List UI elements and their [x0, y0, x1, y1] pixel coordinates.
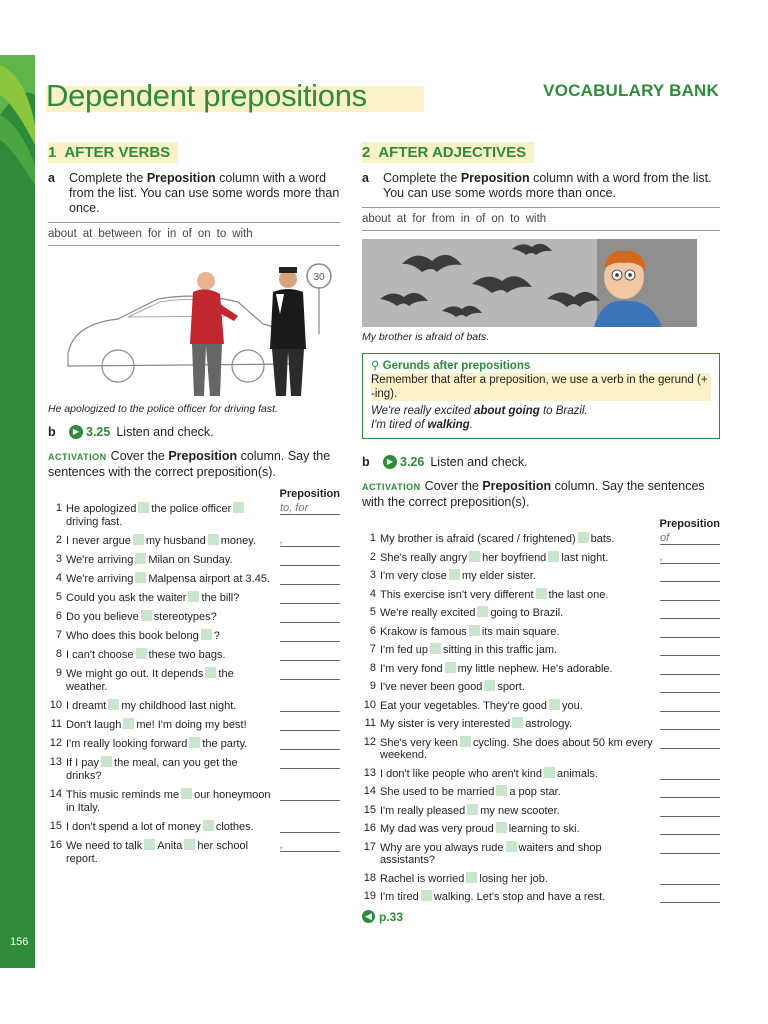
blank-gap[interactable] [189, 737, 200, 748]
activation-label: ACTIVATION [362, 482, 421, 492]
blank-gap[interactable] [133, 534, 144, 545]
exercise-item [48, 553, 340, 567]
exercise-item [48, 591, 340, 605]
answer-line[interactable] [660, 736, 720, 749]
item-number: 10 [49, 699, 62, 711]
item-number: 4 [55, 572, 62, 584]
page-title: Dependent prepositions [46, 78, 367, 113]
item-sentence: Eat your vegetables. They're good you. [380, 699, 583, 712]
instruction-bold: Preposition [460, 171, 530, 185]
blank-gap[interactable] [101, 756, 112, 767]
listen-text: Listen and check. [116, 425, 214, 439]
answer-line[interactable] [280, 756, 340, 769]
listen-check [362, 455, 720, 469]
audio-icon[interactable]: ▶ [69, 425, 83, 439]
answer-line[interactable] [280, 591, 340, 604]
exercise-list [362, 532, 720, 904]
activation-instruction [48, 449, 340, 480]
item-number: 2 [55, 534, 62, 546]
activation-bold: Preposition [168, 449, 238, 463]
listen-check [48, 425, 340, 439]
answer-line[interactable] [280, 610, 340, 623]
left-column [48, 142, 340, 871]
item-sentence: Rachel is worried losing her job. [380, 872, 548, 885]
exercise-item [362, 872, 720, 886]
item-sentence: Krakow is famous its main square. [380, 625, 560, 638]
exercise-item [362, 662, 720, 676]
activation-text: column. Say the sentences with the correct preposition(s). [48, 449, 331, 479]
item-sentence: I don't like people who aren't kind animals. [380, 767, 598, 780]
blank-gap[interactable] [548, 551, 559, 562]
item-sentence: We're arriving Malpensa airport at 3.45. [66, 573, 270, 585]
item-number: 5 [369, 606, 376, 618]
item-sentence: This exercise isn't very different the last one. [380, 588, 609, 601]
blank-gap[interactable] [484, 680, 495, 691]
word-list-item: of [182, 228, 192, 240]
exercise-item [362, 890, 720, 904]
item-number: 13 [49, 756, 62, 768]
exercise-item [48, 756, 340, 783]
item-sentence: Why are you always rude waiters and shop assistants? [380, 841, 602, 866]
section-heading [362, 142, 534, 163]
audio-track[interactable]: 3.26 [400, 455, 425, 469]
exercise-label: a [362, 171, 369, 185]
preposition-heading: Preposition [659, 518, 720, 530]
word-list-item: between [98, 228, 142, 240]
exercise-item [362, 588, 720, 602]
word-list-item: with [525, 213, 547, 225]
item-sentence: My brother is afraid (scared / frightened) bats. [380, 533, 615, 545]
item-sentence: I don't spend a lot of money clothes. [66, 821, 254, 833]
preposition-heading: Preposition [279, 488, 340, 500]
blank-gap[interactable] [496, 785, 507, 796]
item-sentence: My sister is very interested astrology. [380, 718, 573, 730]
answer-line[interactable]: to, for [280, 502, 340, 515]
example-text: to Brazil. [539, 405, 588, 417]
back-link-text[interactable]: p.33 [379, 909, 404, 924]
item-sentence: I never argue my husband money. [66, 535, 257, 547]
section-bank-label: VOCABULARY BANK [543, 81, 719, 100]
instruction-bold: Preposition [146, 171, 216, 185]
word-list-item: on [491, 213, 505, 225]
gerund-example [371, 404, 711, 418]
exercise-item [48, 648, 340, 662]
arrow-left-icon: ◀ [362, 910, 375, 923]
exercise-item [48, 718, 340, 732]
item-sentence: She's very keen cycling. She does about 50 km every weekend. [380, 736, 653, 761]
gerund-body: Remember that after a preposition, we use a verb in the gerund (+ -ing). [371, 373, 711, 401]
answer-line[interactable] [280, 572, 340, 585]
illustration-bats [362, 239, 720, 327]
blank-gap[interactable] [496, 822, 507, 833]
blank-gap[interactable] [544, 767, 555, 778]
item-number: 17 [363, 840, 376, 853]
answer-line[interactable] [660, 606, 720, 619]
item-number: 15 [49, 820, 62, 832]
item-sentence: Do you believe stereotypes? [66, 611, 217, 623]
blank-gap[interactable] [469, 551, 480, 562]
item-sentence: I'm very fond my little nephew. He's adorable. [380, 662, 613, 675]
item-sentence: I'm tired walking. Let's stop and have a rest. [380, 891, 606, 903]
instruction-a [48, 171, 340, 216]
item-sentence: We're arriving Milan on Sunday. [66, 554, 233, 566]
blank-gap[interactable] [512, 717, 523, 728]
blank-gap[interactable] [506, 841, 517, 852]
illustration-caption: My brother is afraid of bats. [362, 331, 490, 343]
instruction-text: Complete the [69, 171, 147, 185]
word-list-item: of [475, 213, 486, 225]
exercise-item [362, 841, 720, 867]
item-number: 8 [369, 661, 376, 674]
exercise-item [362, 569, 720, 583]
answer-line[interactable] [660, 625, 720, 638]
item-number: 14 [49, 788, 62, 800]
audio-track[interactable]: 3.25 [86, 425, 111, 439]
illustration-police [48, 254, 340, 399]
answer-line[interactable] [660, 569, 720, 582]
example-text: I'm tired of [371, 419, 428, 431]
item-sentence: She used to be married a pop star. [380, 786, 561, 798]
blank-gap[interactable] [445, 662, 456, 673]
example-bold: walking [427, 419, 470, 431]
item-sentence: This music reminds me our honeymoon in Italy. [66, 789, 271, 814]
answer-line[interactable] [660, 699, 720, 712]
blank-gap[interactable] [138, 502, 149, 513]
blank-gap[interactable] [144, 839, 155, 850]
blank-gap[interactable] [123, 718, 134, 729]
leaf-decoration [0, 55, 35, 185]
item-sentence: I'm really looking forward the party. [66, 738, 248, 750]
blank-gap[interactable] [466, 872, 477, 883]
item-sentence: I'm very close my elder sister. [380, 570, 536, 582]
blank-gap[interactable] [469, 625, 480, 636]
item-number: 11 [364, 717, 376, 729]
answer-line[interactable] [280, 820, 340, 833]
exercise-item [48, 610, 340, 624]
instruction-text: Complete the [383, 171, 461, 185]
blank-gap[interactable] [421, 890, 432, 901]
blank-gap[interactable] [188, 591, 199, 602]
word-list-item: in [167, 228, 177, 240]
item-sentence: I'm really pleased my new scooter. [380, 804, 560, 817]
item-number: 16 [49, 839, 62, 851]
exercise-item [362, 680, 720, 694]
exercise-item [48, 502, 340, 529]
word-list [362, 207, 720, 231]
answer-line[interactable] [280, 699, 340, 712]
exercise-item [362, 822, 720, 836]
answer-line[interactable] [660, 785, 720, 798]
answer-line[interactable] [660, 822, 720, 835]
word-list-item: to [510, 213, 520, 225]
blank-gap[interactable] [135, 572, 146, 583]
back-page-link[interactable] [362, 910, 720, 924]
blank-gap[interactable] [477, 606, 488, 617]
item-number: 8 [55, 648, 62, 660]
item-number: 9 [369, 680, 376, 692]
right-column [362, 142, 720, 924]
item-number: 9 [55, 667, 62, 679]
answer-line[interactable] [660, 643, 720, 656]
activation-text: Cover the [110, 449, 169, 463]
blank-gap[interactable] [467, 804, 478, 815]
blank-gap[interactable] [203, 820, 214, 831]
item-number: 1 [55, 502, 62, 514]
answer-line[interactable] [660, 872, 720, 885]
audio-icon[interactable]: ▶ [383, 455, 397, 469]
answer-line[interactable] [280, 718, 340, 731]
blank-gap[interactable] [205, 667, 216, 678]
item-sentence: We need to talk Anita her school report. [66, 840, 249, 865]
left-color-band [0, 55, 35, 968]
item-number: 16 [363, 822, 376, 834]
instruction-text: column with a word from the list. You can use some words more than once. [383, 171, 712, 200]
item-number: 2 [369, 550, 376, 563]
answer-line[interactable] [660, 717, 720, 730]
word-list-item: on [197, 228, 211, 240]
word-list [48, 222, 340, 246]
answer-line[interactable]: , [280, 839, 340, 852]
exercise-label: a [48, 171, 55, 185]
answer-line[interactable] [280, 629, 340, 642]
item-number: 4 [369, 587, 376, 600]
item-sentence: Who does this book belong ? [66, 630, 220, 642]
section-heading [48, 142, 178, 163]
word-list-item: at [82, 228, 93, 240]
section-title: AFTER ADJECTIVES [378, 144, 527, 161]
word-list-item: for [147, 228, 162, 240]
exercise-item [362, 532, 720, 546]
word-list-item: for [412, 213, 426, 225]
svg-text:30: 30 [313, 272, 325, 283]
item-number: 3 [55, 553, 62, 565]
item-sentence: If I pay the meal, can you get the drinks? [66, 757, 238, 782]
activation-text: column. Say the sentences with the correct preposition(s). [362, 479, 705, 509]
item-number: 11 [50, 718, 62, 730]
item-sentence: I'm fed up sitting in this traffic jam. [380, 644, 558, 656]
blank-gap[interactable] [460, 736, 471, 747]
item-number: 15 [363, 803, 376, 816]
item-sentence: Don't laugh me! I'm doing my best! [66, 719, 247, 731]
exercise-item [48, 667, 340, 694]
section-title: AFTER VERBS [64, 144, 171, 161]
blank-gap[interactable] [184, 839, 195, 850]
answer-line[interactable] [660, 680, 720, 693]
exercise-list [48, 502, 340, 866]
blank-gap[interactable] [108, 699, 119, 710]
exercise-label: b [48, 425, 56, 439]
page-number: 156 [10, 936, 29, 948]
exercise-label: b [362, 455, 370, 469]
activation-instruction [362, 479, 720, 510]
item-number: 12 [363, 735, 376, 748]
blank-gap[interactable] [578, 532, 589, 543]
blank-gap[interactable] [141, 610, 152, 621]
item-number: 3 [369, 569, 376, 581]
blank-gap[interactable] [201, 629, 212, 640]
item-sentence: We might go out. It depends the weather. [66, 668, 234, 693]
answer-line[interactable] [280, 553, 340, 566]
item-number: 10 [363, 698, 376, 711]
gerund-title-text: Gerunds after prepositions [382, 360, 531, 372]
item-number: 7 [55, 629, 62, 641]
word-list-item: with [232, 228, 253, 240]
exercise-item [48, 737, 340, 751]
exercise-item [362, 767, 720, 781]
blank-gap[interactable] [181, 788, 192, 799]
item-number: 5 [55, 591, 62, 603]
gerund-example [371, 418, 711, 432]
blank-gap[interactable] [135, 553, 146, 564]
blank-gap[interactable] [536, 588, 547, 599]
item-number: 14 [363, 785, 376, 797]
activation-label: ACTIVATION [48, 452, 107, 462]
item-number: 1 [369, 532, 376, 544]
item-number: 13 [363, 766, 376, 779]
item-number: 6 [369, 624, 376, 637]
exercise-item [362, 785, 720, 799]
blank-gap[interactable] [233, 502, 244, 513]
item-sentence: She's really angry her boyfriend last night. [380, 551, 609, 564]
exercise-item [362, 625, 720, 639]
blank-gap[interactable] [549, 699, 560, 710]
exercise-item [362, 699, 720, 713]
section-number: 2 [362, 144, 371, 161]
title-wrap [46, 78, 367, 114]
example-text: We're really excited [371, 405, 474, 417]
answer-line[interactable] [660, 767, 720, 780]
exercise-item [362, 717, 720, 731]
gerund-info-box [362, 353, 720, 439]
listen-text: Listen and check. [430, 455, 528, 469]
item-number: 19 [363, 890, 376, 902]
exercise-item [48, 820, 340, 834]
item-sentence: I've never been good sport. [380, 681, 525, 693]
answer-line[interactable] [660, 588, 720, 601]
word-list-item: about [362, 213, 391, 225]
exercise-item [362, 551, 720, 565]
activation-bold: Preposition [482, 479, 552, 493]
item-sentence: My dad was very proud learning to ski. [380, 823, 580, 835]
section-number: 1 [48, 144, 57, 161]
illustration-caption: He apologized to the police officer for driving fast. [48, 403, 278, 415]
item-sentence: I can't choose these two bags. [66, 649, 226, 661]
word-list-item: from [431, 213, 455, 225]
item-sentence: He apologized the police officerdriving fast. [66, 502, 280, 529]
exercise-item [362, 736, 720, 762]
gerund-title [371, 359, 711, 373]
exercise-item [48, 572, 340, 586]
exercise-item [48, 839, 340, 866]
answer-line[interactable] [280, 737, 340, 750]
magnifier-icon: ⚲ [371, 360, 380, 372]
instruction-a [362, 171, 720, 201]
answer-line[interactable] [280, 667, 340, 680]
exercise-item [48, 699, 340, 713]
activation-text: Cover the [424, 479, 483, 493]
item-sentence: I dreamt my childhood last night. [66, 700, 237, 712]
word-list-item: in [460, 213, 470, 225]
exercise-item [48, 629, 340, 643]
exercise-item [48, 534, 340, 548]
answer-line[interactable] [660, 890, 720, 903]
item-sentence: We're really excited going to Brazil. [380, 607, 564, 619]
answer-line[interactable] [280, 788, 340, 801]
blank-gap[interactable] [449, 569, 460, 580]
answer-line[interactable] [660, 841, 720, 854]
answer-line[interactable] [660, 804, 720, 817]
example-text: . [469, 419, 473, 431]
answer-line[interactable]: of [660, 532, 720, 545]
answer-line[interactable] [660, 662, 720, 675]
item-sentence: Could you ask the waiter the bill? [66, 592, 240, 604]
answer-line[interactable] [280, 648, 340, 661]
instruction-text: column with a word from the list. You can use some words more than once. [69, 171, 340, 215]
exercise-item [362, 643, 720, 657]
item-number: 12 [49, 737, 62, 749]
answer-line[interactable]: , [280, 534, 340, 547]
exercise-item [48, 788, 340, 815]
item-number: 6 [55, 610, 62, 622]
example-bold: about going [473, 405, 540, 417]
answer-line[interactable]: , [660, 551, 720, 564]
blank-gap[interactable] [208, 534, 219, 545]
word-list-item: at [396, 213, 407, 225]
exercise-item [362, 804, 720, 818]
blank-gap[interactable] [136, 648, 147, 659]
blank-gap[interactable] [430, 643, 441, 654]
exercise-item [362, 606, 720, 620]
word-list-item: to [216, 228, 227, 240]
item-number: 18 [363, 871, 376, 884]
word-list-item: about [48, 228, 77, 240]
item-number: 7 [369, 643, 376, 655]
